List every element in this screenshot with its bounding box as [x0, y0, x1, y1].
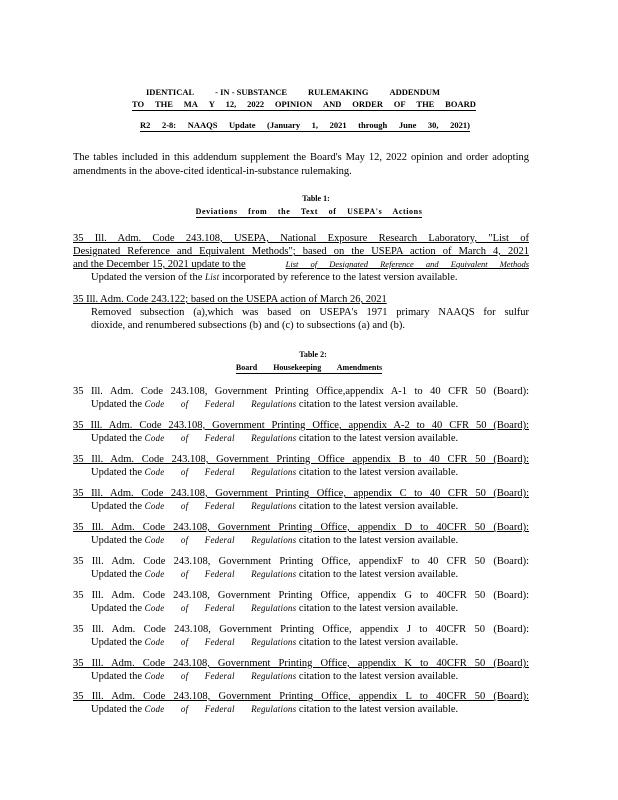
header-word: 1, — [311, 120, 319, 130]
table-2-entry — [73, 623, 529, 649]
header-word: OF — [393, 99, 406, 109]
header-line-2 — [132, 98, 476, 111]
entry-note-italic: Code of Federal Regulations — [144, 535, 297, 545]
entry-note-italic: List — [205, 272, 220, 282]
entry-note-text: Updated the — [91, 399, 143, 410]
entry-note-line — [73, 271, 529, 284]
header-word: 30, — [427, 120, 439, 130]
table-2-entry — [73, 385, 529, 411]
header-word: 2021) — [450, 120, 470, 130]
header-word: R2 — [140, 120, 151, 130]
header-word: RULEMAKING — [308, 87, 369, 97]
entry-citation-line: 35 Ill. Adm. Code 243.108, Government Printing Office,appendix A-1 to 40 CFR 50 (Board): — [73, 386, 529, 397]
header-word: 12, — [225, 99, 237, 109]
header-word: ADDENDUM — [389, 87, 440, 97]
document-header — [132, 86, 476, 132]
entry-citation-text: and the December 15, 2021 update to the — [73, 259, 246, 270]
header-word: - IN - SUBSTANCE — [215, 87, 288, 97]
header-word: AND — [323, 99, 342, 109]
entry-note-italic: Code of Federal Regulations — [144, 603, 297, 613]
table-1-entry — [73, 232, 529, 284]
entry-note-text: citation to the latest version available. — [298, 501, 459, 512]
entry-citation-line: 35 Ill. Adm. Code 243.108, Government Printing Office, appendixF to 40 CFR 50 (Board): — [73, 556, 529, 567]
table-2-title: Board Housekeeping Amendments — [235, 363, 383, 372]
entry-citation-line: 35 Ill. Adm. Code 243.108, Government Printing Office appendix B to 40 CFR 50 (Board): — [73, 454, 529, 465]
entry-note-line — [73, 534, 529, 547]
table-2-entry — [73, 487, 529, 513]
entry-note-italic: Code of Federal Regulations — [144, 671, 297, 681]
entry-note-text: Updated the — [91, 535, 143, 546]
header-word: BOARD — [445, 99, 476, 109]
header-word: MA — [183, 99, 198, 109]
entry-note-line — [73, 602, 529, 615]
header-word: THE — [154, 99, 173, 109]
header-word: through — [358, 120, 388, 130]
entry-note-line — [73, 466, 529, 479]
entry-note-line — [73, 636, 529, 649]
entry-note-text: citation to the latest version available. — [298, 603, 459, 614]
entry-note-line — [73, 568, 529, 581]
header-word: 2-8: — [161, 120, 177, 130]
entry-note-text: Updated the — [91, 637, 143, 648]
entry-citation-line: 35 Ill. Adm. Code 243.108, Government Printing Office, appendix D to 40CFR 50 (Board): — [73, 522, 529, 533]
entry-note-text: citation to the latest version available. — [298, 637, 459, 648]
table-2-label: Table 2: — [299, 350, 327, 359]
entry-note-italic: Code of Federal Regulations — [144, 467, 297, 477]
header-line-3 — [140, 119, 470, 132]
entry-note-line: dioxide, and renumbered subsections (b) and (c) to subsections (a) and (b). — [91, 320, 406, 331]
entry-note-text: citation to the latest version available. — [298, 399, 459, 410]
entry-note-text: Updated the — [91, 569, 143, 580]
entry-citation-line: 35 Ill. Adm. Code 243.108, Government Printing Office, appendix A-2 to 40 CFR 50 (Board): — [73, 420, 529, 431]
entry-note-text: citation to the latest version available. — [298, 433, 459, 444]
entry-citation-line: 35 Ill. Adm. Code 243.108, Government Printing Office, appendix J to 40CFR 50 (Board): — [73, 624, 529, 635]
table-2-entry — [73, 690, 529, 716]
entry-note-text: Updated the — [91, 704, 143, 715]
entry-note-text: Updated the — [91, 501, 143, 512]
entry-note-text: Updated the — [91, 671, 143, 682]
entry-note-text: citation to the latest version available. — [298, 704, 459, 715]
entry-note-text: Updated the version of the — [91, 272, 203, 283]
table-2-entry — [73, 555, 529, 581]
header-word: Y — [208, 99, 215, 109]
table-2-entry — [73, 453, 529, 479]
entry-note-italic: Code of Federal Regulations — [144, 704, 297, 714]
entry-note-line — [73, 500, 529, 513]
header-word: Update — [229, 120, 256, 130]
entry-note-text: Updated the — [91, 603, 143, 614]
entry-note-text: citation to the latest version available. — [298, 569, 459, 580]
entry-note-italic: Code of Federal Regulations — [144, 399, 297, 409]
entry-citation-line: 35 Ill. Adm. Code 243.108, USEPA, National Exposure Research Laboratory, "List of — [73, 233, 529, 244]
header-word: June — [398, 120, 417, 130]
header-word: IDENTICAL — [146, 87, 195, 97]
entry-citation-line: 35 Ill. Adm. Code 243.108, Government Printing Office, appendix C to 40 CFR 50 (Board): — [73, 488, 529, 499]
header-word: NAAQS — [187, 120, 218, 130]
table-1-label: Table 1: — [302, 194, 330, 203]
table-2-entry — [73, 419, 529, 445]
entry-note-italic: Code of Federal Regulations — [144, 433, 297, 443]
header-word: (January — [267, 120, 301, 130]
table-1-title: Deviations from the Text of USEPA's Actions — [195, 207, 423, 216]
entry-note-text: citation to the latest version available. — [298, 671, 459, 682]
entry-note-line — [73, 398, 529, 411]
intro-paragraph: The tables included in this addendum supplement the Board's May 12, 2022 opinion and order adopting amendments in the above-cited identical-in-substance rulemaking. — [73, 152, 529, 177]
entry-note-line: Removed subsection (a),which was based on USEPA's 1971 primary NAAQS for sulfur — [91, 307, 529, 318]
entry-note-line — [73, 670, 529, 683]
entry-note-text: Updated the — [91, 467, 143, 478]
entry-citation-line: Designated Reference and Equivalent Methods"; based on the USEPA action of March 4, 2021 — [73, 246, 529, 257]
table-2-entry — [73, 589, 529, 615]
entry-note-text: citation to the latest version available. — [298, 535, 459, 546]
table-1-entry — [73, 293, 529, 332]
entry-citation-line: 35 Ill. Adm. Code 243.108, Government Printing Office, appendix L to 40CFR 50 (Board): — [73, 691, 529, 702]
entry-note-text: citation to the latest version available. — [298, 467, 459, 478]
table-2-entry — [73, 657, 529, 683]
entry-note-text: Updated the — [91, 433, 143, 444]
entry-note-italic: Code of Federal Regulations — [144, 501, 297, 511]
entry-citation-line: 35 Ill. Adm. Code 243.108, Government Printing Office, appendix K to 40CFR 50 (Board): — [73, 658, 529, 669]
entry-note-text: incorporated by reference to the latest version available. — [221, 272, 458, 283]
entry-citation-line: 35 Ill. Adm. Code 243.108, Government Printing Office, appendix G to 40CFR 50 (Board): — [73, 590, 529, 601]
header-word: TO — [132, 99, 145, 109]
header-word: THE — [416, 99, 435, 109]
entry-citation-line — [73, 258, 529, 271]
table-1-heading — [0, 193, 618, 217]
header-word: ORDER — [352, 99, 383, 109]
header-word: 2022 — [247, 99, 265, 109]
entry-citation-italic: List of Designated Reference and Equivalent Methods — [285, 259, 529, 269]
header-word: 2021 — [329, 120, 347, 130]
table-2-entry — [73, 521, 529, 547]
header-word: OPINION — [274, 99, 313, 109]
table-2-heading — [0, 349, 618, 373]
entry-note-line — [73, 432, 529, 445]
entry-note-italic: Code of Federal Regulations — [144, 637, 297, 647]
entry-note-line — [73, 703, 529, 716]
header-line-1 — [132, 86, 476, 98]
entry-note-italic: Code of Federal Regulations — [144, 569, 297, 579]
entry-citation-line: 35 Ill. Adm. Code 243.122; based on the USEPA action of March 26, 2021 — [73, 294, 387, 305]
